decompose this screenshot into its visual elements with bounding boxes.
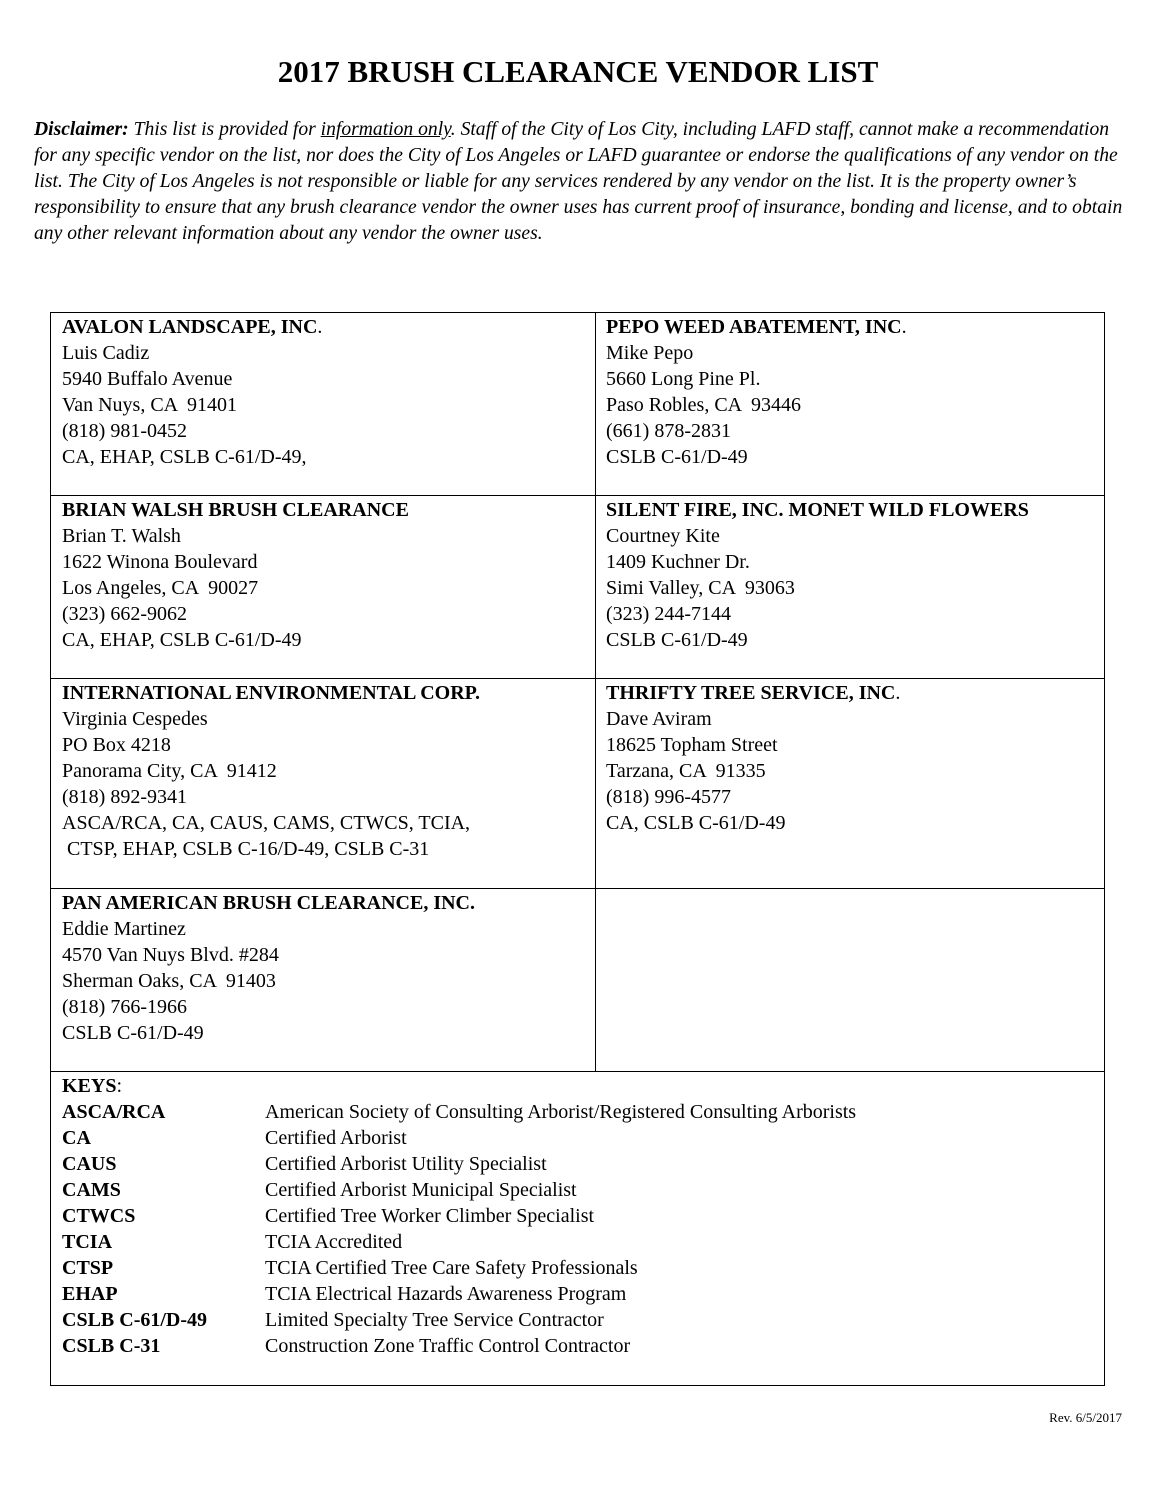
row-divider bbox=[51, 888, 1104, 889]
key-code: CTSP bbox=[62, 1257, 114, 1279]
vendor-street: 5660 Long Pine Pl. bbox=[606, 368, 761, 390]
vendor-cell bbox=[606, 680, 900, 836]
key-meaning: TCIA Accredited bbox=[265, 1231, 403, 1253]
vendor-name: THRIFTY TREE SERVICE, INC. bbox=[606, 682, 901, 704]
key-row bbox=[62, 1099, 856, 1125]
key-row bbox=[62, 1307, 856, 1333]
key-code: CTWCS bbox=[62, 1205, 136, 1227]
vendor-name: PAN AMERICAN BRUSH CLEARANCE, INC. bbox=[62, 892, 475, 914]
key-meaning: TCIA Certified Tree Care Safety Professionals bbox=[265, 1257, 638, 1279]
vendor-cell bbox=[606, 497, 1029, 653]
key-row bbox=[62, 1125, 856, 1151]
vendor-name: AVALON LANDSCAPE, INC. bbox=[62, 316, 323, 338]
key-meaning: Construction Zone Traffic Control Contractor bbox=[265, 1335, 631, 1357]
disclaimer-underlined-text: information only bbox=[320, 119, 451, 140]
key-row bbox=[62, 1333, 856, 1359]
vendor-cell bbox=[606, 314, 907, 470]
key-code: CAUS bbox=[62, 1153, 117, 1175]
vendor-contact: Courtney Kite bbox=[606, 525, 720, 547]
vendor-name: INTERNATIONAL ENVIRONMENTAL CORP. bbox=[62, 682, 481, 704]
vendor-city: Tarzana, CA 91335 bbox=[606, 760, 766, 782]
vendor-street: 4570 Van Nuys Blvd. #284 bbox=[62, 944, 279, 966]
vendor-contact: Eddie Martinez bbox=[62, 918, 186, 940]
disclaimer bbox=[34, 117, 1126, 247]
key-code: CSLB C-61/D-49 bbox=[62, 1309, 208, 1331]
vendor-street: 5940 Buffalo Avenue bbox=[62, 368, 233, 390]
vendor-city: Los Angeles, CA 90027 bbox=[62, 577, 259, 599]
keys-legend bbox=[62, 1073, 856, 1359]
page-title: 2017 BRUSH CLEARANCE VENDOR LIST bbox=[277, 54, 879, 89]
key-code: CAMS bbox=[62, 1179, 121, 1201]
disclaimer-text-start: This list is provided for bbox=[133, 119, 316, 140]
vendor-street: 1409 Kuchner Dr. bbox=[606, 551, 750, 573]
vendor-certs: CSLB C-61/D-49 bbox=[62, 1022, 204, 1044]
vendor-street: 18625 Topham Street bbox=[606, 734, 778, 756]
vendor-phone: (323) 662-9062 bbox=[62, 603, 187, 625]
vendor-city: Simi Valley, CA 93063 bbox=[606, 577, 795, 599]
key-row bbox=[62, 1229, 856, 1255]
vendor-cell bbox=[62, 314, 322, 470]
revision-date: Rev. 6/5/2017 bbox=[1049, 1410, 1122, 1425]
keys-title: KEYS: bbox=[62, 1075, 123, 1097]
vendor-phone: (818) 766-1966 bbox=[62, 996, 187, 1018]
key-meaning: American Society of Consulting Arborist/Registered Consulting Arborists bbox=[265, 1101, 857, 1123]
row-divider bbox=[51, 495, 1104, 496]
key-code: CA bbox=[62, 1127, 91, 1149]
vendor-cell bbox=[62, 680, 480, 862]
vendor-certs: CSLB C-61/D-49 bbox=[606, 446, 748, 468]
vendor-city: Sherman Oaks, CA 91403 bbox=[62, 970, 276, 992]
vendor-contact: Mike Pepo bbox=[606, 342, 694, 364]
vendor-name: PEPO WEED ABATEMENT, INC. bbox=[606, 316, 907, 338]
vendor-city: Panorama City, CA 91412 bbox=[62, 760, 277, 782]
key-row bbox=[62, 1203, 856, 1229]
vendor-cell bbox=[62, 497, 409, 653]
vendor-city: Van Nuys, CA 91401 bbox=[62, 394, 238, 416]
vendor-phone: (323) 244-7144 bbox=[606, 603, 731, 625]
key-code: ASCA/RCA bbox=[62, 1101, 166, 1123]
disclaimer-label: Disclaimer: bbox=[34, 119, 129, 140]
vendor-street: PO Box 4218 bbox=[62, 734, 171, 756]
vendor-cell bbox=[62, 890, 475, 1046]
key-meaning: Certified Tree Worker Climber Specialist bbox=[265, 1205, 595, 1227]
key-row bbox=[62, 1151, 856, 1177]
vendor-certs: CA, CSLB C-61/D-49 bbox=[606, 812, 786, 834]
column-divider bbox=[595, 313, 596, 1071]
vendor-phone: (818) 981-0452 bbox=[62, 420, 187, 442]
key-code: CSLB C-31 bbox=[62, 1335, 161, 1357]
key-row bbox=[62, 1281, 856, 1307]
key-meaning: Certified Arborist Municipal Specialist bbox=[265, 1179, 577, 1201]
vendor-phone: (818) 892-9341 bbox=[62, 786, 187, 808]
key-row bbox=[62, 1255, 856, 1281]
vendor-contact: Brian T. Walsh bbox=[62, 525, 181, 547]
vendor-contact: Luis Cadiz bbox=[62, 342, 150, 364]
vendor-phone: (818) 996-4577 bbox=[606, 786, 731, 808]
vendor-contact: Virginia Cespedes bbox=[62, 708, 208, 730]
vendor-certs-continued: CTSP, EHAP, CSLB C-16/D-49, CSLB C-31 bbox=[62, 838, 430, 860]
vendor-certs: CA, EHAP, CSLB C-61/D-49, bbox=[62, 446, 307, 468]
vendor-city: Paso Robles, CA 93446 bbox=[606, 394, 802, 416]
row-divider bbox=[51, 678, 1104, 679]
key-code: EHAP bbox=[62, 1283, 118, 1305]
vendor-contact: Dave Aviram bbox=[606, 708, 712, 730]
vendor-certs: ASCA/RCA, CA, CAUS, CAMS, CTWCS, TCIA, bbox=[62, 812, 471, 834]
disclaimer-text-end: . Staff of the City of Los City, including LAFD staff, cannot make a recommendation for any specific vendor on the list, nor does the City of Los Angeles or LAFD guarantee or endorse the qualifications of any vendor on the list. The City of Los Angeles is not responsible or liable for any services rendered by any vendor on the list. It is the property owner’s responsibility to ensure that any brush clearance vendor the owner uses has current proof of insurance, bonding and license, and to obtain any other relevant information about any vendor the owner uses. bbox=[34, 119, 1123, 244]
vendor-table bbox=[50, 312, 1105, 1386]
key-meaning: Certified Arborist bbox=[265, 1127, 407, 1149]
key-code: TCIA bbox=[62, 1231, 113, 1253]
vendor-phone: (661) 878-2831 bbox=[606, 420, 731, 442]
vendor-certs: CSLB C-61/D-49 bbox=[606, 629, 748, 651]
row-divider bbox=[51, 1071, 1104, 1072]
vendor-certs: CA, EHAP, CSLB C-61/D-49 bbox=[62, 629, 302, 651]
key-meaning: Certified Arborist Utility Specialist bbox=[265, 1153, 547, 1175]
key-meaning: TCIA Electrical Hazards Awareness Program bbox=[265, 1283, 627, 1305]
key-row bbox=[62, 1177, 856, 1203]
vendor-name: SILENT FIRE, INC. MONET WILD FLOWERS bbox=[606, 499, 1029, 521]
key-meaning: Limited Specialty Tree Service Contractor bbox=[265, 1309, 604, 1331]
vendor-street: 1622 Winona Boulevard bbox=[62, 551, 258, 573]
vendor-name: BRIAN WALSH BRUSH CLEARANCE bbox=[62, 499, 409, 521]
